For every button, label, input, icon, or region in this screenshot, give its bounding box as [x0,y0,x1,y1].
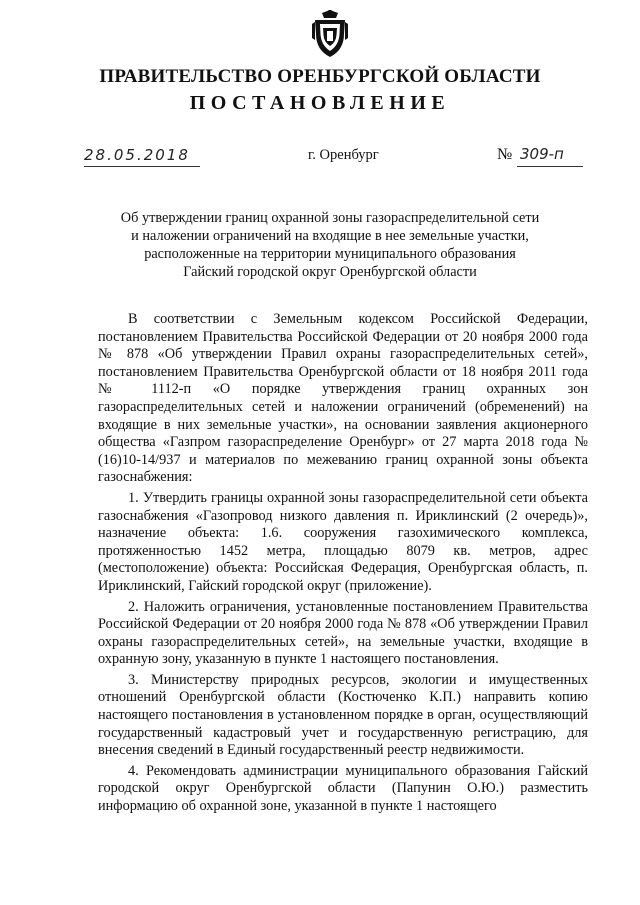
clause-3-paragraph: 3. Министерству природных ресурсов, экологии и имущественных отношений Оренбургской области (Костюченко К.П.) направить копию настоящего постановления в установленном порядке в орган, осуществляющий государственный кадастровый учет и государственную регистрацию, для внесения сведений в Единый государственный реестр недвижимости. [98,671,588,759]
document-city: г. Оренбург [308,147,379,163]
subject-line: расположенные на территории муниципального образования [144,246,516,262]
number-underline [517,166,583,167]
document-date: 28.05.2018 [84,146,190,164]
clause-2-paragraph: 2. Наложить ограничения, установленные постановлением Правительства Российской Федерации от 20 ноября 2000 года № 878 «Об утверждении Правил охраны газораспределительных сетей», на земельные участки, входящие в охранную зону, указанную в пункте 1 настоящего постановления. [98,598,588,668]
preamble-paragraph: В соответствии с Земельным кодексом Российской Федерации, постановлением Правительства Российской Федерации от 20 ноября 2000 года № 878 «Об утверждении Правил охраны газораспределительных сетей», постановлением Правительства Оренбургской области от 18 ноября 2011 года № 1112-п «О порядке утверждения границ охранных зон газораспределительных сетей и наложении ограничений (обременений) на входящие в них земельные участки», на основании заявления акционерного общества «Газпром газораспределение Оренбург» от 27 марта 2018 года № (16)10-14/937 и материалов по межеванию границ охранной зоны объекта газоснабжения: [98,311,588,486]
number-label: № [497,146,513,163]
document-body [98,311,588,816]
government-name: ПРАВИТЕЛЬСТВО ОРЕНБУРГСКОЙ ОБЛАСТИ [99,66,541,87]
document-type: ПОСТАНОВЛЕНИЕ [189,92,451,114]
document-number: 309-п [520,145,564,163]
document-subject [80,209,580,281]
date-underline [84,166,200,167]
subject-line: Об утверждении границ охранной зоны газораспределительной сети [120,210,540,226]
coat-of-arms-emblem [312,10,348,58]
subject-line: Гайский городской округ Оренбургской области [183,264,477,280]
clause-4-paragraph: 4. Рекомендовать администрации муниципального образования Гайский городской округ Оренбургской области (Папунин О.Ю.) разместить информацию об охранной зоне, указанной в пункте 1 настоящего [98,762,588,815]
clause-1-paragraph: 1. Утвердить границы охранной зоны газораспределительной сети объекта газоснабжения «Газопровод низкого давления п. Ириклинский (2 очередь)», назначение объекта: 1.6. сооружения газохимического комплекса, протяженностью 1452 метра, площадью 8079 кв. метров, адрес (местоположение) объекта: Российская Федерация, Оренбургская область, п. Ириклинский, Гайский городской округ (приложение). [98,489,588,594]
subject-line: и наложении ограничений на входящие в нее земельные участки, [131,228,529,244]
